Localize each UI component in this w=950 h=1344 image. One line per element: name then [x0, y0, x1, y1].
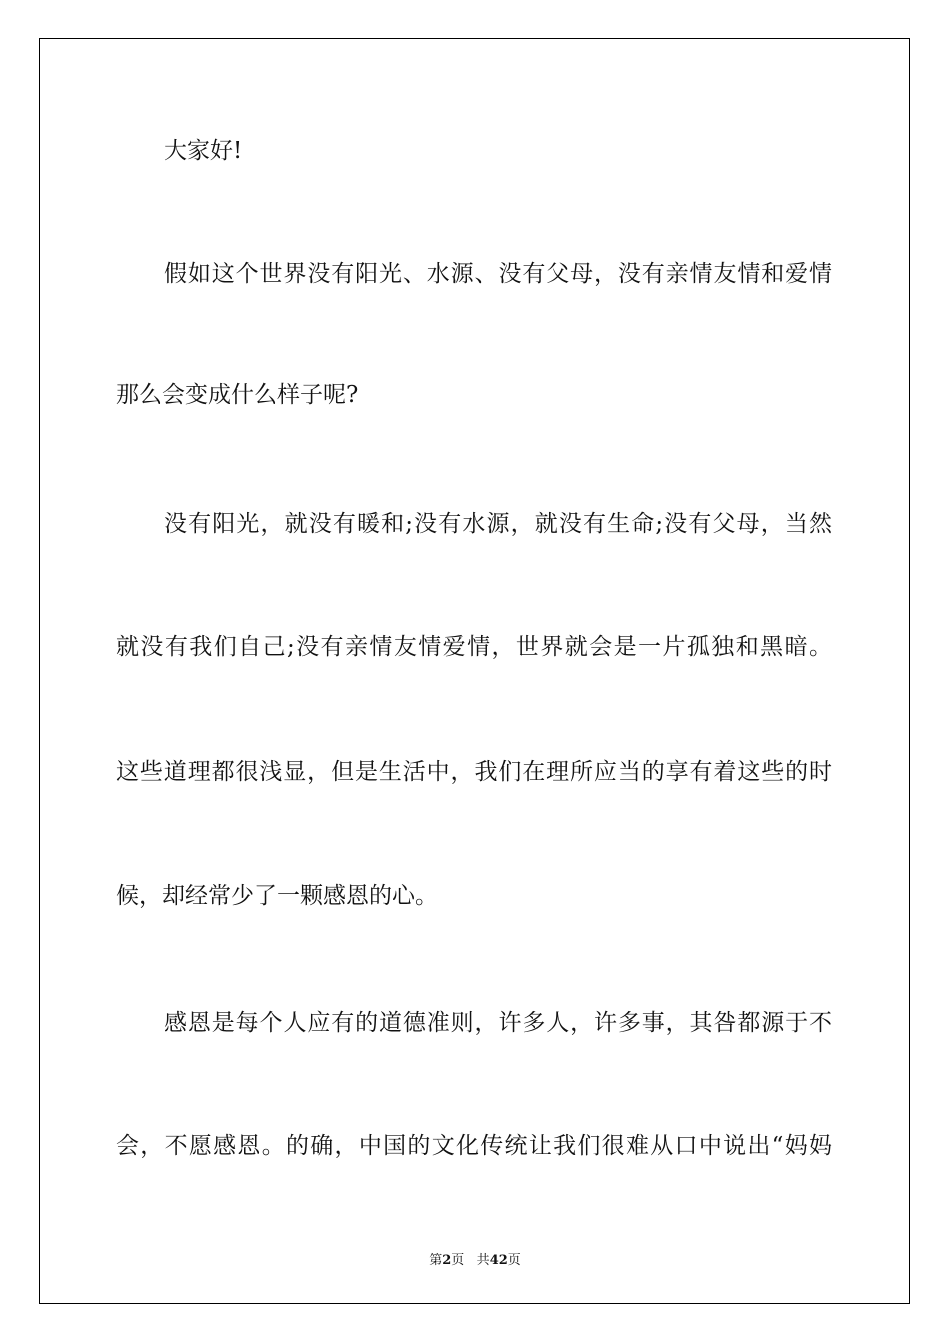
paragraph-3-line-1	[0, 1012, 950, 1035]
total-suffix: 页	[507, 1253, 521, 1268]
page-suffix: 页	[451, 1253, 465, 1268]
paragraph-1-line-2: 那么会变成什么样子呢?	[116, 382, 359, 408]
paragraph-2-line-1	[0, 513, 950, 536]
paragraph-1-line-1-text: 假如这个世界没有阳光、水源、没有父母，没有亲情友情和爱情	[164, 261, 832, 287]
total-pages: 42	[489, 1253, 508, 1268]
paragraph-3-line-1-text: 感恩是每个人应有的道德准则，许多人，许多事，其咎都源于不	[164, 1010, 832, 1036]
paragraph-2-line-3	[0, 761, 950, 784]
page-number: 2	[442, 1253, 452, 1268]
page-prefix: 第	[429, 1253, 443, 1268]
paragraph-2-line-3-text: 这些道理都很浅显，但是生活中，我们在理所应当的享有着这些的时	[116, 759, 832, 785]
paragraph-2-line-4: 候，却经常少了一颗感恩的心。	[116, 883, 438, 909]
page-border	[39, 38, 910, 1304]
page-footer	[0, 1249, 950, 1268]
total-prefix: 共	[476, 1253, 490, 1268]
paragraph-2-line-1-text: 没有阳光，就没有暖和;没有水源，就没有生命;没有父母，当然	[164, 511, 832, 537]
greeting-line: 大家好!	[164, 138, 243, 164]
paragraph-2-line-2	[0, 636, 950, 659]
paragraph-3-line-2	[0, 1135, 950, 1158]
paragraph-1-line-1	[0, 263, 950, 286]
paragraph-2-line-2-text: 就没有我们自己;没有亲情友情爱情，世界就会是一片孤独和黑暗。	[116, 634, 832, 660]
paragraph-3-line-2-text: 会，不愿感恩。的确，中国的文化传统让我们很难从口中说出“妈妈	[116, 1133, 832, 1159]
